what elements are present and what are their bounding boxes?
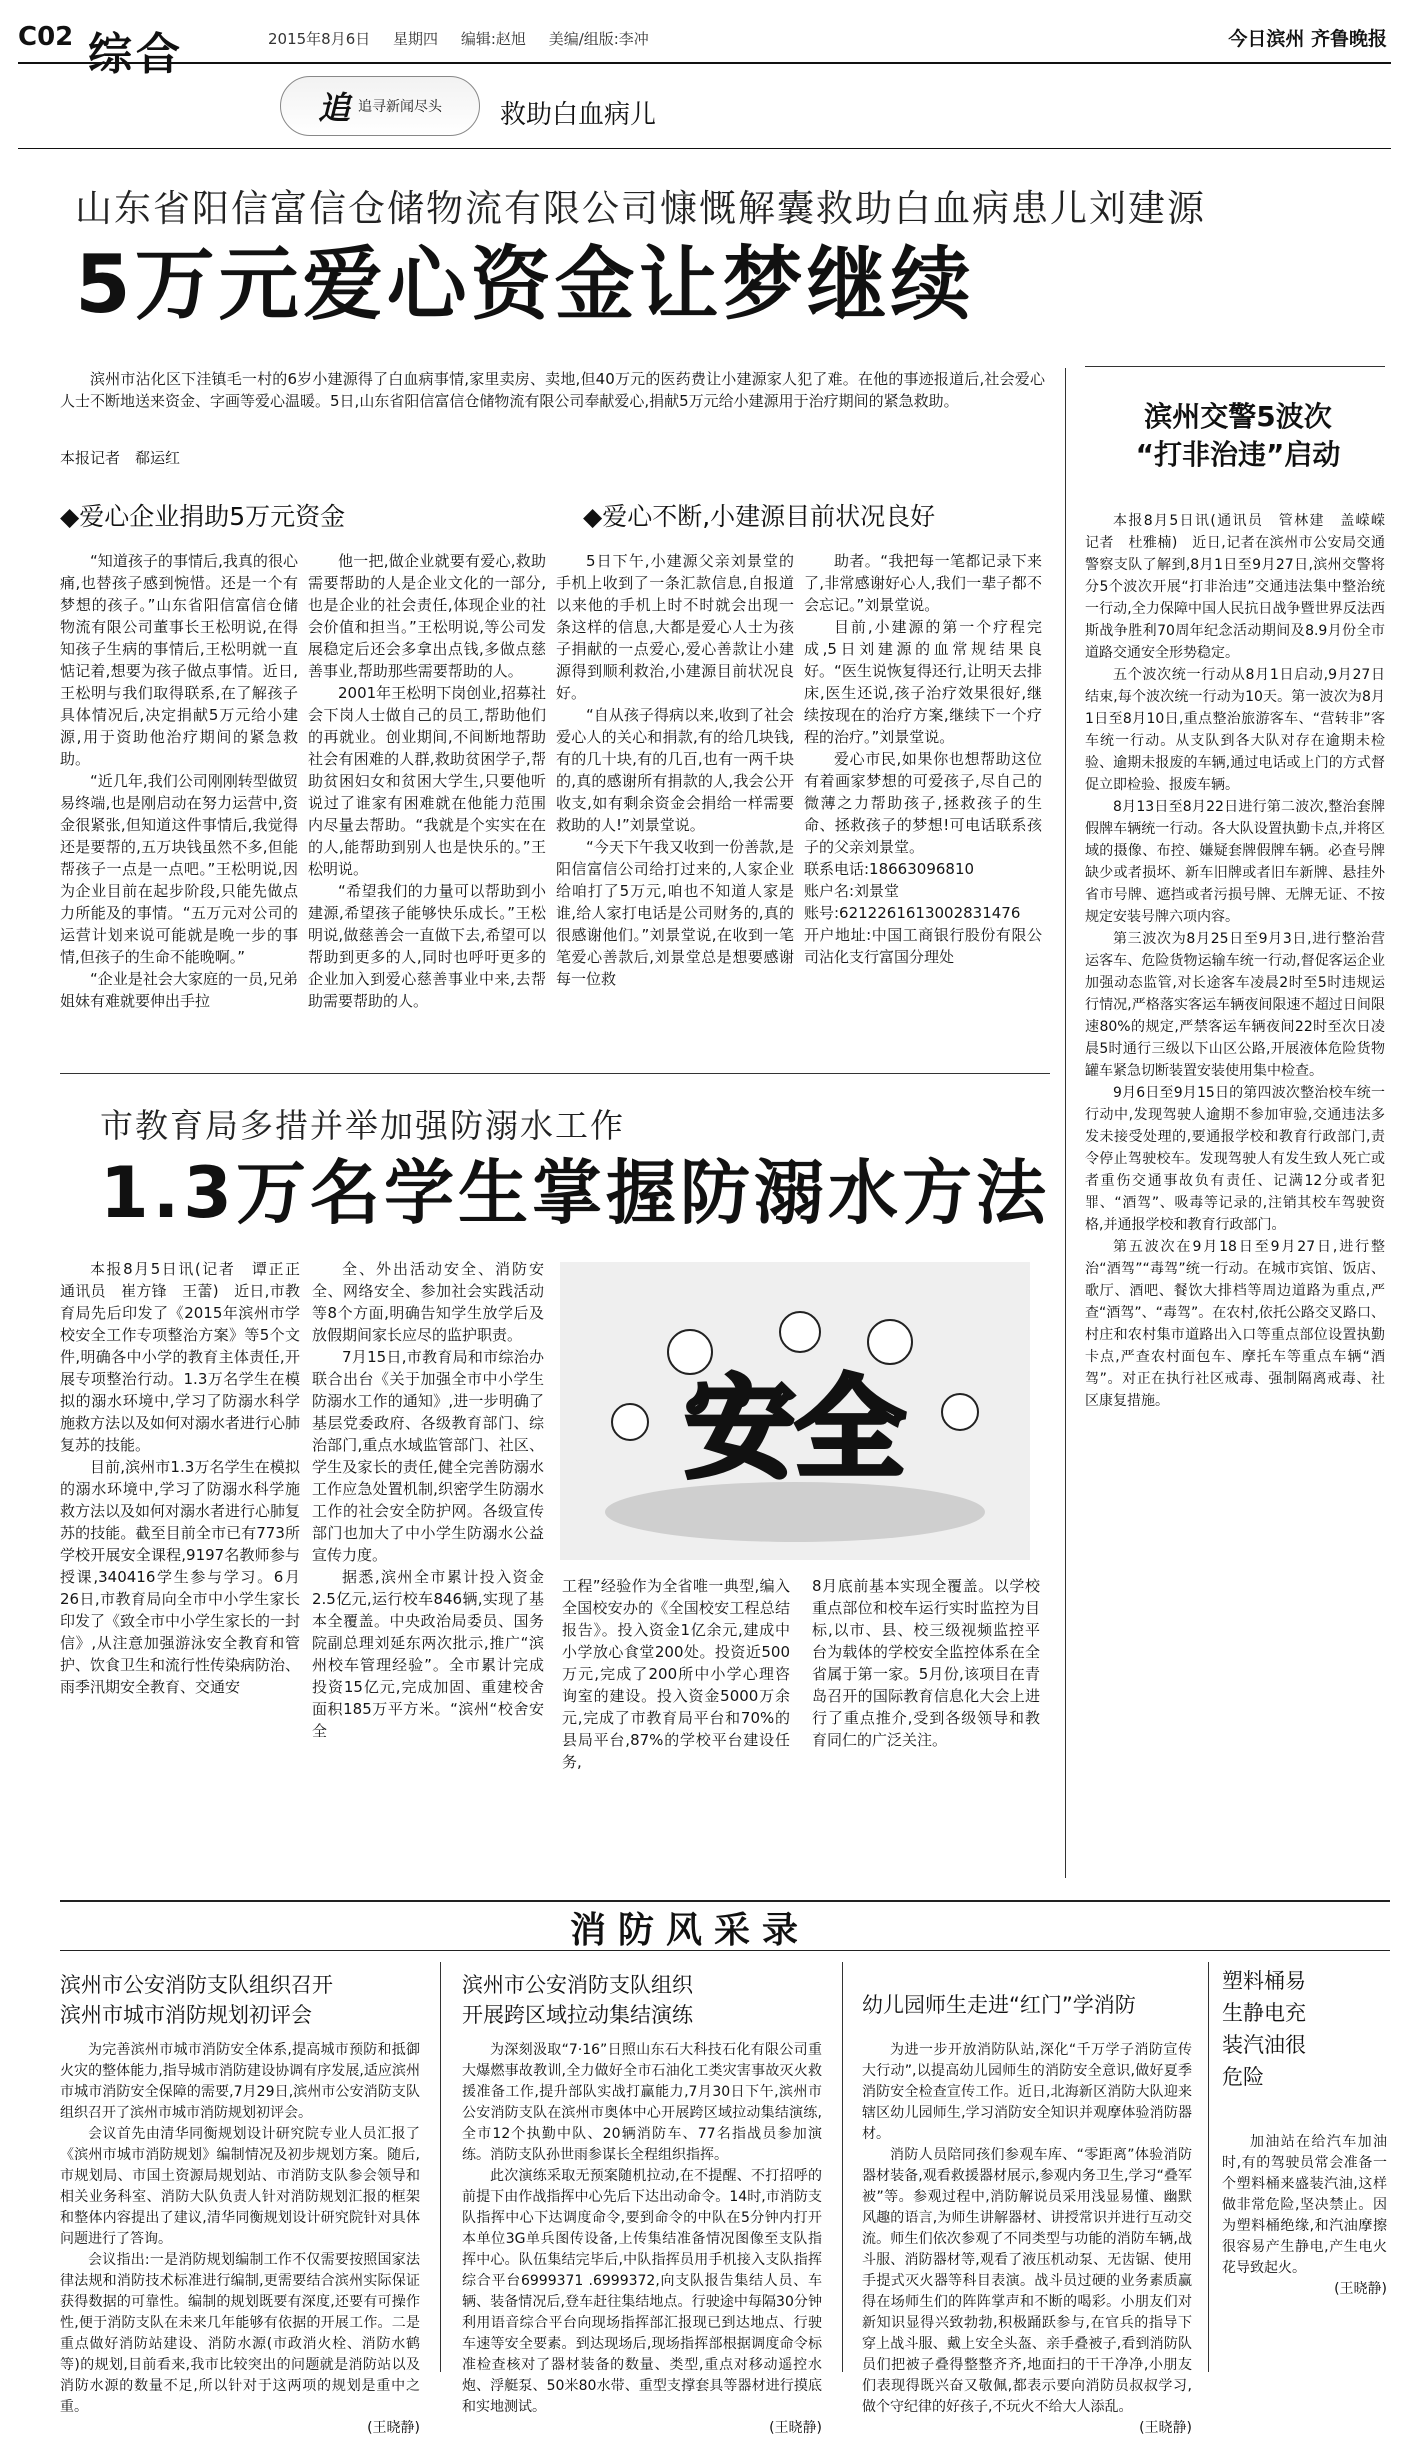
article2-column-2: [312, 1258, 544, 1742]
paragraph: 目前,小建源的第一个疗程完成,5日刘建源的血常规结果良好。“医生说恢复得还行,让明天去排床,医生还说,孩子治疗效果很好,继续按现在的治疗方案,继续下一个疗程的治疗。”刘景堂说。: [804, 618, 1042, 746]
account-number: 账号:6212261613002831476: [804, 904, 1021, 922]
sidebar-divider: [1065, 368, 1066, 1878]
fire-article3-title: 幼儿园师生走进“红门”学消防: [862, 1993, 1136, 2017]
article2-column-4: [812, 1575, 1040, 1751]
safety-illustration-drawing: [560, 1262, 1030, 1560]
fire-article4-body: [1222, 2132, 1387, 2300]
editor: 编辑:赵旭: [460, 30, 526, 48]
signature: (王晓静): [1334, 2281, 1387, 2297]
paragraph: 会议首先由清华同衡规划设计研究院专业人员汇报了《滨州市城市消防规划》编制情况及初步规划方案。随后,市规划局、市国土资源局规划站、市消防支队参会领导和相关业务科室、消防大队负责人针对消防规划汇报的框架和整体内容提出了建议,清华同衡规划设计研究院针对具体问题进行了答询。: [60, 2126, 420, 2247]
paragraph: 为深刻汲取“7·16”日照山东石大科技石化有限公司重大爆燃事故教训,全力做好全市石油化工类灾害事故灭火救援准备工作,提升部队实战打赢能力,7月30日下午,滨州市公安消防支队在滨州市奥体中心开展跨区域拉动集结演练,全市12个执勤中队、20辆消防车、77名指战员参加演练。消防支队孙世雨参谋长全程组织指挥。: [462, 2042, 822, 2163]
paragraph: 工程”经验作为全省唯一典型,编入全国校安办的《全国校安工程总结报告》。投入资金1亿余元,建成中小学放心食堂200处。投资近500万元,完成了200所中小学心理咨询室的建设。投入资金5000万余元,完成了市教育局平台和70%的县局平台,87%的学校平台建设任务,: [562, 1577, 790, 1771]
paragraph: 本报8月5日讯(记者 谭正正 通讯员 崔方锋 王蕾) 近日,市教育局先后印发了《2015年滨州市学校安全工作专项整治方案》等5个文件,明确各中小学的教育主体责任,开展专项整治行动。1.3万名学生在模拟的溺水环境中,学习了防溺水科学施救方法以及如何对溺水者进行心肺复苏的技能。: [60, 1260, 316, 1454]
fire-article2-body: [462, 2040, 822, 2439]
paragraph: “希望我们的力量可以帮助到小建源,希望孩子能够快乐成长。”王松明说,做慈善会一直做下去,希望可以帮助到更多的人,同时也呼吁更多的企业加入到爱心慈善事业中来,去帮助需要帮助的人。: [308, 882, 546, 1010]
column-rule: [18, 148, 1391, 149]
bank-address: 开户地址:中国工商银行股份有限公司沾化支行富国分理处: [804, 926, 1042, 966]
fire-divider-3: [1208, 1962, 1209, 2372]
contact-phone: 联系电话:18663096810: [804, 860, 975, 878]
column-title: 救助白血病儿: [500, 100, 657, 130]
signature: (王晓静): [769, 2420, 822, 2436]
article1-column-1: [60, 550, 298, 1012]
article1-column-2: [308, 550, 546, 1012]
fire-article2-title: [462, 1970, 822, 2030]
article1-column-4: [804, 550, 1042, 968]
sidebar-title: [1078, 398, 1398, 474]
paragraph: 消防人员陪同孩们参观车库、“零距离”体验消防器材装备,观看救援器材展示,参观内务卫生,学习“叠军被”等。参观过程中,消防解说员采用浅显易懂、幽默风趣的语言,为师生讲解器材、讲授常识并进行互动交流。师生们依次参观了不同类型与功能的消防车辆,战斗服、消防器材等,观看了液压机动泵、无齿锯、使用手提式灭火器等科目表演。战斗员过硬的业务素质赢得在场师生们的阵阵掌声和不断的喝彩。小朋友们对新知识显得兴致勃勃,积极踊跃参与,在官兵的指导下穿上战斗服、戴上安全头盔、亲手叠被子,看到消防队员们把被子叠得整整齐齐,地面扫的干干净净,小朋友们表现得既兴奋又敬佩,都表示要向消防员叔叔学习,做个守纪律的好孩子,不玩火不给大人添乱。: [862, 2147, 1192, 2415]
safety-illustration: [560, 1262, 1030, 1560]
article1-lead-text: 滨州市沾化区下洼镇毛一村的6岁小建源得了白血病事情,家里卖房、卖地,但40万元的医药费让小建源家人犯了难。在他的事迹报道后,社会爱心人士不断地送来资金、字画等爱心温暖。5日,山东省阳信富信仓储物流有限公司奉献爱心,捐献5万元给小建源用于治疗期间的紧急救助。: [60, 370, 1045, 410]
title-line: 滨州市公安消防支队组织: [462, 1973, 693, 1997]
page-code: C02: [18, 22, 74, 52]
paragraph: 2001年王松明下岗创业,招募社会下岗人士做自己的员工,帮助他们的再就业。创业期间,不间断地帮助社会有困难的人群,救助贫困学子,帮助贫困妇女和贫困大学生,只要他听说过了谁家有困难就在他能力范围内尽量去帮助。“我就是个实实在在的人,能帮助到别人也是快乐的。”王松明说。: [308, 684, 546, 878]
title-line: 滨州市城市消防规划初评会: [60, 2003, 312, 2027]
paragraph: 8月底前基本实现全覆盖。以学校重点部位和校车运行实时监控为目标,以市、县、校三级视频监控平台为载体的学校安全监控体系在全省属于第一家。5月份,该项目在青岛召开的国际教育信息化大会上进行了重点推介,受到各级领导和教育同仁的广泛关注。: [812, 1577, 1040, 1749]
issue-info: [268, 28, 667, 49]
paragraph: “自从孩子得病以来,收到了社会爱心人的关心和捐款,有的给几块钱,有的几十块,有的几百,也有一两千块的,真的感谢所有捐款的人,我会公开收支,如有剩余资金会捐给一样需要救助的人!”刘景堂说。: [556, 706, 794, 834]
article2-headline: 1.3万名学生掌握防溺水方法: [100, 1152, 1051, 1234]
paragraph: 7月15日,市教育局和市综治办联合出台《关于加强全市中小学生防溺水工作的通知》,进一步明确了基层党委政府、各级教育部门、综治部门,重点水域监管部门、社区、学生及家长的责任,健全完善防溺水工作应急处置机制,织密学生防溺水工作的社会安全防护网。各级宣传部门也加大了中小学生防溺水公益宣传力度。: [312, 1348, 544, 1564]
fire-divider-1: [440, 1962, 441, 2372]
signature: (王晓静): [367, 2420, 420, 2436]
paragraph: 据悉,滨州全市累计投入资金2.5亿元,运行校车846辆,实现了基本全覆盖。中央政治局委员、国务院副总理刘延东两次批示,推广“滨州校车管理经验”。全市累计完成投资15亿元,完成加固、重建校舍面积185万平方米。“滨州“校舍安全: [312, 1568, 544, 1740]
fire-article1-body: [60, 2040, 420, 2439]
sidebar-title-line2: “打非治违”启动: [1135, 438, 1341, 471]
title-line: 开展跨区域拉动集结演练: [462, 2003, 693, 2027]
fire-rule-bottom: [60, 1950, 1390, 1951]
paragraph: 他一把,做企业就要有爱心,救助需要帮助的人是企业文化的一部分,也是企业的社会责任,体现企业的社会价值和担当。”王松明说,等公司发展稳定后还会多拿出点钱,多做点慈善事业,帮助那些需要帮助的人。: [308, 552, 546, 680]
column-logo-mark: 追: [317, 89, 350, 127]
paragraph: 助者。“我把每一笔都记录下来了,非常感谢好心人,我们一辈子都不会忘记。”刘景堂说。: [804, 552, 1042, 614]
sidebar-rule: [1085, 366, 1385, 367]
article2-rule: [60, 1073, 1050, 1074]
column-logo: [280, 76, 480, 136]
paragraph: 第三波次为8月25日至9月3日,进行整治营运客车、危险货物运输车统一行动,督促客运企业加强动态监管,对长途客车凌晨2时至5时违规运行情况,严格落实客运车辆夜间限速不超过日间限速80%的规定,严禁客运车辆夜间22时至次日凌晨5时通行三级以下山区公路,开展液体危险货物罐车紧急切断装置安装使用集中检查。: [1085, 931, 1385, 1079]
paper-name: 今日滨州 齐鲁晚报: [1228, 28, 1387, 50]
paragraph: 本报8月5日讯(通讯员 管林建 盖嵘嵘 记者 杜雅楠) 近日,记者在滨州市公安局交通警察支队了解到,8月1日至9月27日,滨州交警将分5个波次开展“打非治违”交通违法集中整治统一行动,全力保障中国人民抗日战争暨世界反法西斯战争胜利70周年纪念活动期间及8.9月份全市道路交通安全形势稳定。: [1085, 513, 1399, 661]
article2-column-1: [60, 1258, 316, 1698]
issue-weekday: 星期四: [393, 30, 439, 48]
issue-date: 2015年8月6日: [268, 30, 371, 48]
paragraph: “企业是社会大家庭的一员,兄弟姐妹有难就要伸出手拉: [60, 970, 298, 1010]
paragraph: “近几年,我们公司刚刚转型做贸易终端,也是刚启动在努力运营中,资金很紧张,但知道这件事情后,我觉得还是要帮的,五万块钱虽然不多,但能帮孩子一点是一点吧。”王松明说,因为企业目前在起步阶段,只能先做点力所能及的事情。“五万元对公司的运营计划来说可能就是晚一步的事情,但孩子的生命不能晚啊。”: [60, 772, 298, 966]
paragraph: 会议指出:一是消防规划编制工作不仅需要按照国家法律法规和消防技术标准进行编制,更需要结合滨州实际保证获得数据的可靠性。编制的规划既要有深度,还要有可操作性,便于消防支队在未来几年能够有依据的开展工作。二是重点做好消防站建设、消防水源(市政消火栓、消防水鹤等)的规划,目前看来,我市比较突出的问题就是消防站以及消防水源的数量不足,所以针对于这两项的规划是重中之重。: [60, 2252, 420, 2415]
fire-banner: 消防风采录: [570, 1910, 811, 1951]
section-name: 综合: [88, 29, 184, 80]
sidebar-body: [1085, 510, 1399, 1412]
illustration-caption: 安全: [685, 1365, 905, 1493]
title-line: 滨州市公安消防支队组织召开: [60, 1973, 333, 1997]
fire-divider-2: [842, 1962, 843, 2372]
paragraph: 为完善滨州市城市消防安全体系,提高城市预防和抵御火灾的整体能力,指导城市消防建设协调有序发展,适应滨州市城市消防安全保障的需要,7月29日,滨州市公安消防支队组织召开了滨州市城市消防规划初评会。: [60, 2042, 420, 2121]
paragraph: 为进一步开放消防队站,深化“千万学子消防宣传大行动”,以提高幼儿园师生的消防安全意识,做好夏季消防安全检查宣传工作。近日,北海新区消防大队迎来辖区幼儿园师生,学习消防安全知识并观摩体验消防器材。: [862, 2042, 1192, 2142]
article1-column-3: [556, 550, 794, 990]
article1-byline: 本报记者 郗运红: [60, 449, 181, 467]
paragraph: 全、外出活动安全、消防安全、网络安全、参加社会实践活动等8个方面,明确告知学生放学后及放假期间家长应尽的监护职责。: [312, 1260, 544, 1344]
paragraph: 8月13日至8月22日进行第二波次,整治套牌假牌车辆统一行动。各大队设置执勤卡点,并将区域的摄像、布控、嫌疑套牌假牌车辆。必查号牌缺少或者损坏、新车旧牌或者旧车新牌、悬挂外省市号牌、遮挡或者污损号牌、无牌无证、不按规定安装号牌六项内容。: [1085, 799, 1385, 925]
designer: 美编/组版:李冲: [548, 30, 649, 48]
article1-lead: [60, 368, 1045, 412]
sidebar-title-line1: 滨州交警5波次: [1144, 400, 1332, 433]
paragraph: 5日下午,小建源父亲刘景堂的手机上收到了一条汇款信息,自报道以来他的手机上时不时就会出现一条这样的信息,大都是爱心人士为孩子捐献的一点爱心,爱心善款让小建源得到顺利救治,小建源目前状况良好。: [556, 552, 794, 702]
paragraph: 第五波次在9月18日至9月27日,进行整治“酒驾”“毒驾”统一行动。在城市宾馆、饭店、歌厅、酒吧、餐饮大排档等周边道路为重点,严查“酒驾”、“毒驾”。在农村,依托公路交叉路口、村庄和农村集市道路出入口等重点部位设置执勤卡点,严查农村面包车、摩托车等重点车辆“酒驾”。对正在执行社区戒毒、强制隔离戒毒、社区康复措施。: [1085, 1239, 1385, 1409]
paragraph: 此次演练采取无预案随机拉动,在不提醒、不打招呼的前提下由作战指挥中心先后下达出动命令。14时,市消防支队指挥中心下达调度命令,要到命令的中队在5分钟内打开本单位3G单兵图传设备,上传集结准备情况图像至支队指挥中心。队伍集结完毕后,中队指挥员用手机接入支队指挥综合平台6999371 .6999372,向支队报告集结人员、车辆、装备情况后,登车赶往集结地点。行驶途中每隔30分钟利用语音综合平台向现场指挥部汇报现已到达地点、行驶车速等安全要素。到达现场后,现场指挥部根据调度命令标准检查核对了器材装备的数量、类型,重点对移动遥控水炮、浮艇泵、50米80水带、重型支撑套具等器材进行摸底和实地测试。: [462, 2168, 822, 2415]
article2-kicker: 市教育局多措并举加强防溺水工作: [100, 1106, 625, 1145]
paragraph: 目前,滨州市1.3万名学生在模拟的溺水环境中,学习了防溺水科学施救方法以及如何对溺水者进行心肺复苏的技能。截至目前全市已有773所学校开展安全课程,9197名教师参与授课,340416学生参与学习。6月26日,市教育局向全市中小学生家长印发了《致全市中小学生家长的一封信》,从注意加强游泳安全教育和管护、饮食卫生和流行性传染病防治、雨季汛期安全教育、交通安: [60, 1458, 301, 1696]
paragraph: “知道孩子的事情后,我真的很心痛,也替孩子感到惋惜。还是一个有梦想的孩子。”山东省阳信富信仓储物流有限公司董事长王松明说,在得知孩子生病的事情后,王松明就一直惦记着,想要为孩子做点事情。近日,王松明与我们取得联系,在了解孩子具体情况后,决定捐献5万元给小建源,用于资助他治疗期间的紧急救助。: [60, 552, 298, 768]
article1-subhead-1: ◆爱心企业捐助5万元资金: [60, 502, 346, 531]
signature: (王晓静): [1139, 2420, 1192, 2436]
column-logo-text: 追寻新闻尽头: [358, 99, 442, 115]
paragraph: 加油站在给汽车加油时,有的驾驶员常会准备一个塑料桶来盛装汽油,这样做非常危险,坚决禁止。因为塑料桶绝缘,和汽油摩擦很容易产生静电,产生电火花导致起火。: [1222, 2134, 1387, 2276]
article1-kicker: 山东省阳信富信仓储物流有限公司慷慨解囊救助白血病患儿刘建源: [75, 187, 1206, 230]
account-name: 账户名:刘景堂: [804, 882, 900, 900]
article2-column-3: [562, 1575, 790, 1773]
fire-article3-body: [862, 2040, 1192, 2439]
fire-article1-title: [60, 1970, 420, 2030]
article1-headline: 5万元爱心资金让梦继续: [75, 238, 975, 331]
article1-subhead-2: ◆爱心不断,小建源目前状况良好: [583, 502, 936, 531]
paragraph: “今天下午我又收到一份善款,是阳信富信公司给打过来的,人家企业给咱打了5万元,咱也不知道人家是谁,给人家打电话是公司财务的,真的很感谢他们。”刘景堂说,在收到一笔笔爱心善款后,刘景堂总是想要感谢每一位救: [556, 838, 794, 988]
paragraph: 爱心市民,如果你也想帮助这位有着画家梦想的可爱孩子,尽自己的微薄之力帮助孩子,拯救孩子的生命、拯救孩子的梦想!可电话联系孩子的父亲刘景堂。: [804, 750, 1042, 856]
paragraph: 五个波次统一行动从8月1日启动,9月27日结束,每个波次统一行动为10天。第一波次为8月1日至8月10日,重点整治旅游客车、“营转非”客车统一行动。从支队到各大队对存在逾期未检验、逾期未报废的车辆,通过电话或上门的方式督促立即检验、报废车辆。: [1085, 667, 1385, 793]
paragraph: 9月6日至9月15日的第四波次整治校车统一行动中,发现驾驶人逾期不参加审验,交通违法多发未接受处理的,要通报学校和教育行政部门,责令停止驾驶校车。发现驾驶人有发生致人死亡或者重伤交通事故负有责任、记满12分或者犯罪、“酒驾”、吸毒等记录的,注销其校车驾驶资格,并通报学校和教育行政部门。: [1085, 1085, 1385, 1233]
header-rule: [18, 62, 1391, 64]
fire-article4-title: 塑料桶易生静电充装汽油很危险: [1222, 1969, 1306, 2089]
